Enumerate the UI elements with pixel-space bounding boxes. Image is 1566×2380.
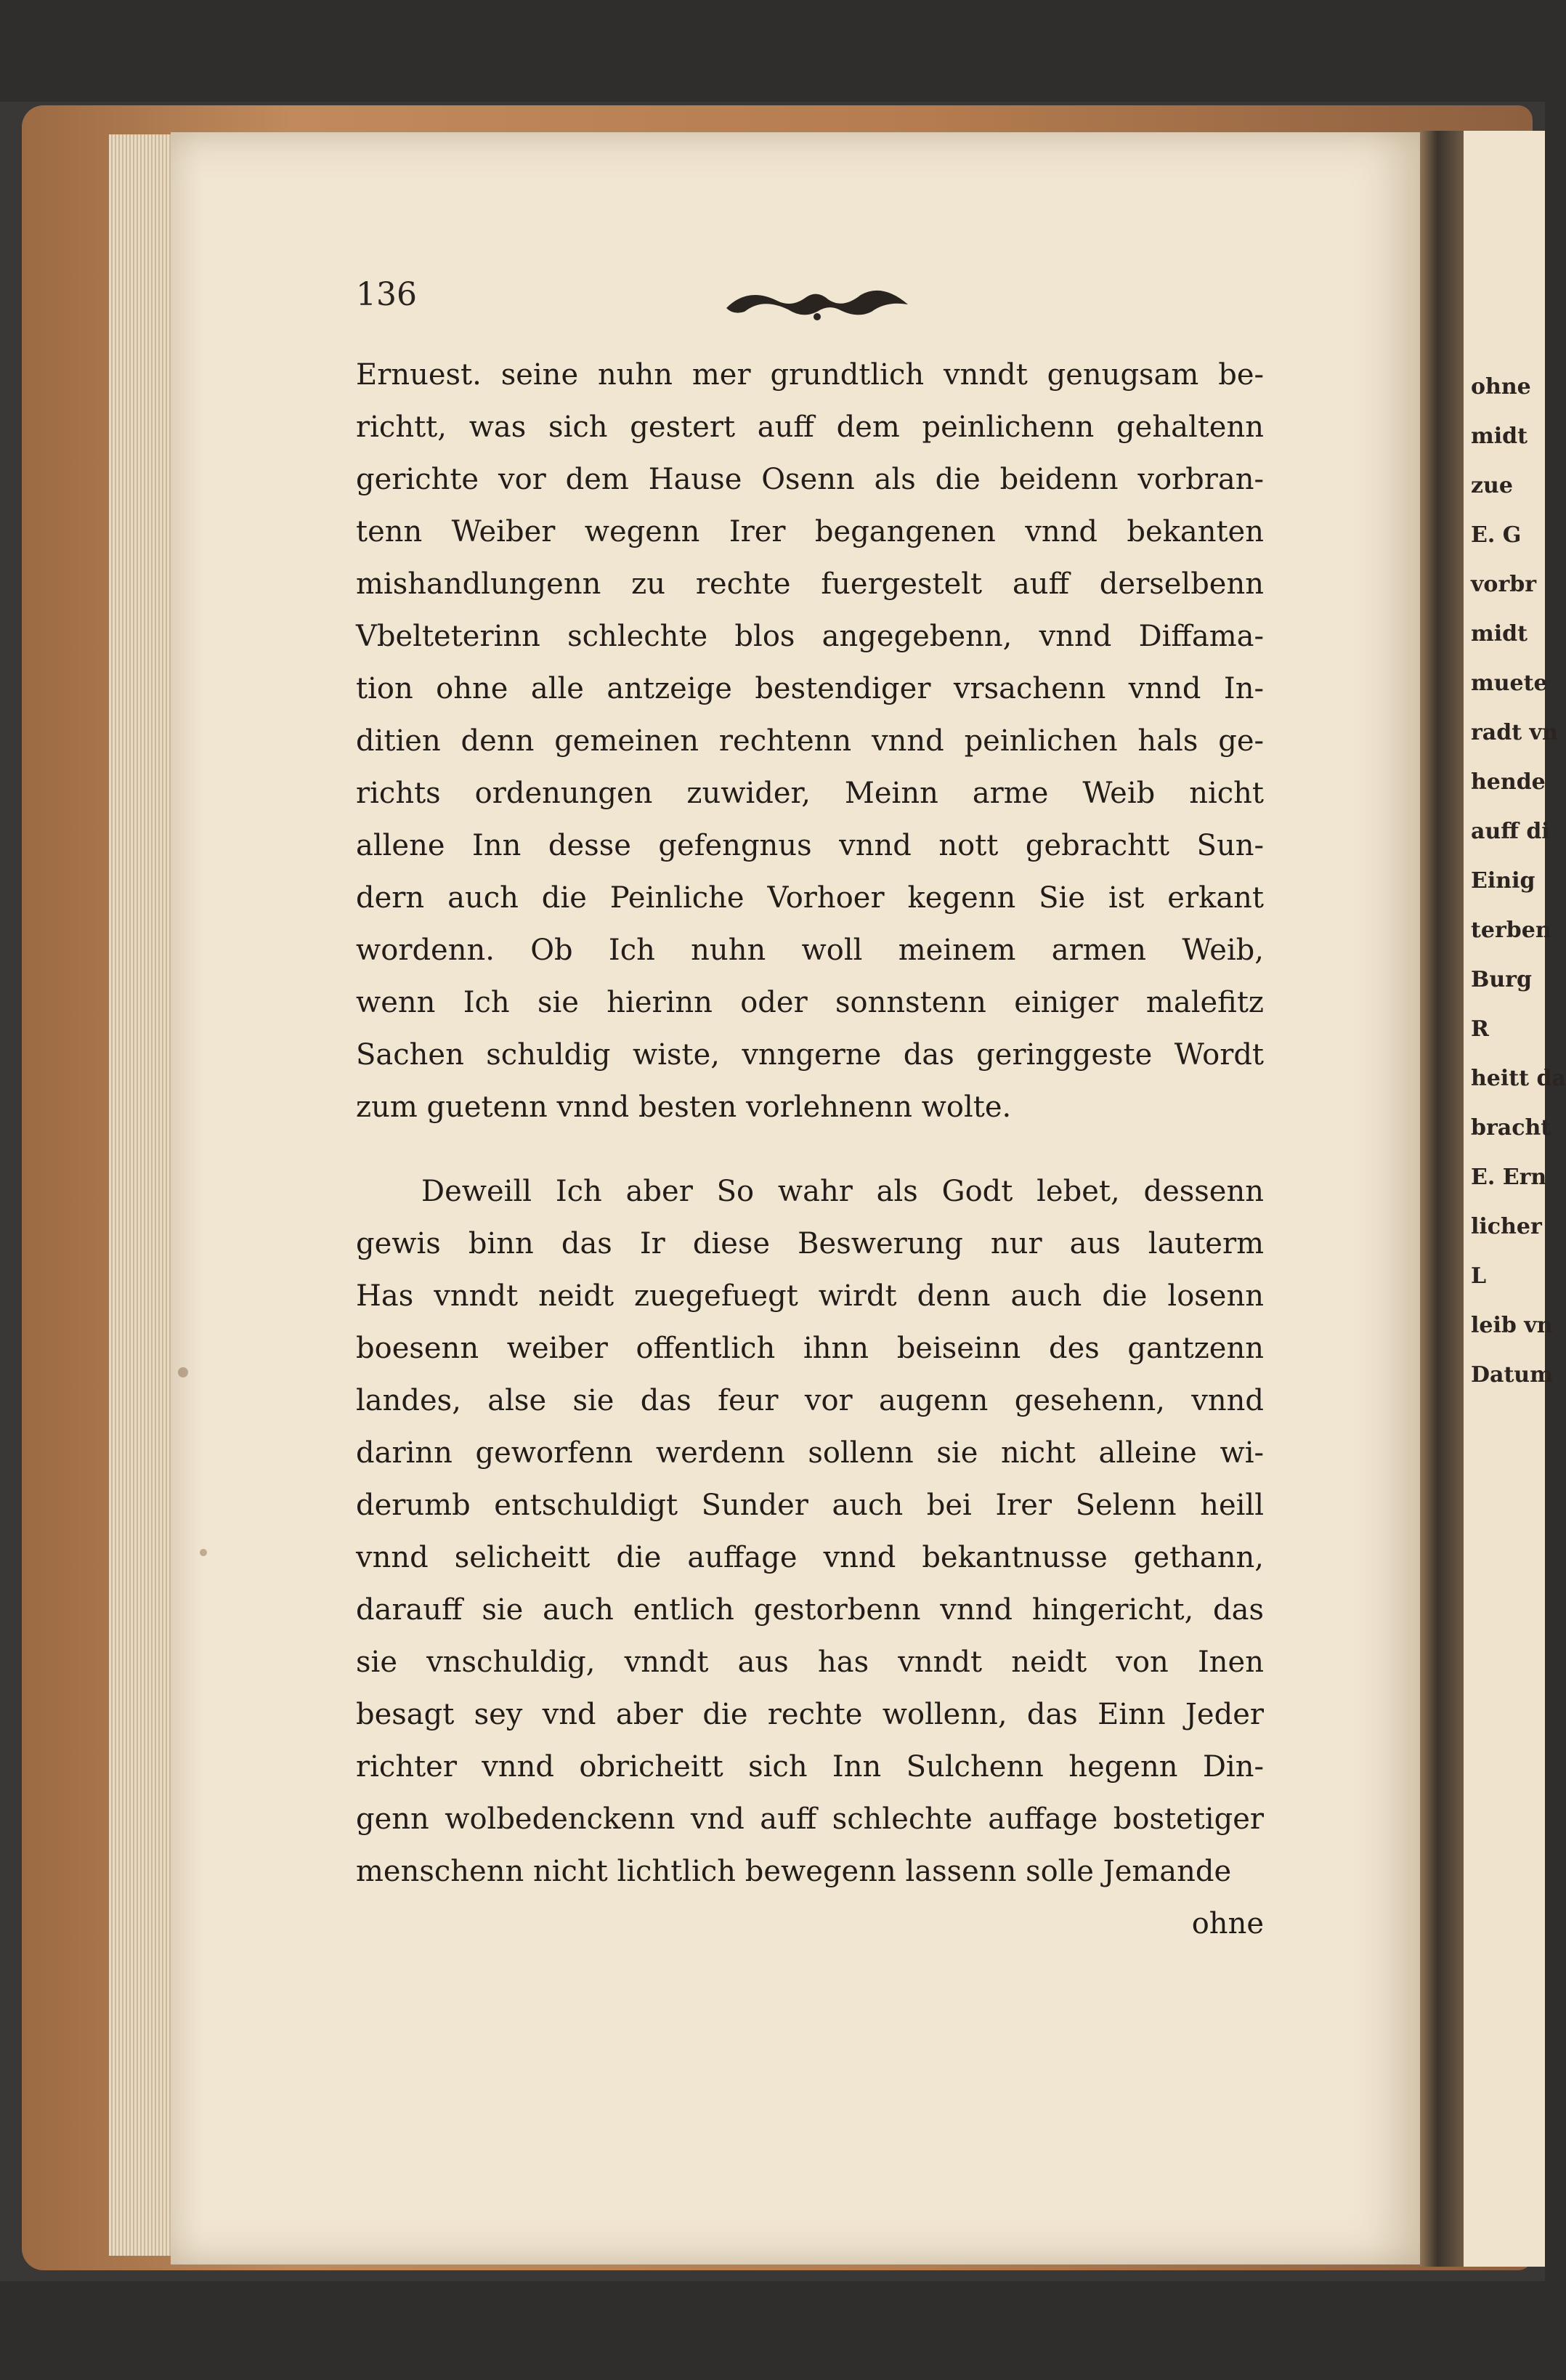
- text-line: mishandlungenn zu rechte fuergestelt auff derselbenn: [356, 567, 1264, 601]
- text-line: darinn geworfenn werdenn sollenn sie nicht alleine wi‑: [356, 1436, 1264, 1470]
- book-gutter: [1420, 131, 1464, 2267]
- text-line: sie vnschuldig, vnndt aus has vnndt neidt von Inen: [356, 1646, 1264, 1679]
- facing-page-fragment: heitt da: [1471, 1066, 1566, 1091]
- text-line: richter vnnd obricheitt sich Inn Sulchenn hegenn Din‑: [356, 1750, 1264, 1784]
- facing-page-fragment: vorbr: [1471, 572, 1537, 597]
- text-line: tenn Weiber wegenn Irer begangenen vnnd bekanten: [356, 515, 1264, 549]
- text-line: menschenn nicht lichtlich bewegenn lassenn solle Jemande: [356, 1855, 1232, 1888]
- facing-page-fragment: L: [1471, 1263, 1487, 1289]
- text-line: tion ohne alle antzeige bestendiger vrsachenn vnnd In‑: [356, 672, 1264, 705]
- facing-page-fragment: R: [1471, 1016, 1489, 1042]
- facing-page-fragment: auff di: [1471, 819, 1550, 844]
- text-line: landes, alse sie das feur vor augenn gesehenn, vnnd: [356, 1384, 1264, 1417]
- text-line: wordenn. Ob Ich nuhn woll meinem armen Weib,: [356, 934, 1264, 967]
- facing-page-fragment: muete: [1471, 671, 1548, 696]
- text-line: richtt, was sich gestert auff dem peinlichenn gehaltenn: [356, 410, 1264, 444]
- text-line: gewis binn das Ir diese Beswerung nur aus lauterm: [356, 1227, 1264, 1260]
- text-line: zum guetenn vnnd besten vorlehnenn wolte.: [356, 1090, 1012, 1124]
- text-line: allene Inn desse gefengnus vnnd nott gebrachtt Sun‑: [356, 829, 1264, 862]
- facing-page-fragment: Datum: [1471, 1362, 1553, 1388]
- right-page-fragment: [1464, 131, 1566, 2267]
- text-line: Ernuest. seine nuhn mer grundtlich vnndt genugsam be‑: [356, 358, 1264, 392]
- text-line: Sachen schuldig wiste, vnngerne das geringgeste Wordt: [356, 1038, 1264, 1072]
- facing-page-fragment: hende: [1471, 769, 1546, 795]
- facing-page-fragment: midt: [1471, 424, 1528, 449]
- text-line: gerichte vor dem Hause Osenn als die beidenn vorbran‑: [356, 463, 1264, 496]
- facing-page-fragment: radt vn: [1471, 720, 1558, 745]
- page-header: [356, 276, 1264, 327]
- facing-page-fragment: terben: [1471, 918, 1551, 943]
- page-number: 136: [356, 276, 417, 313]
- text-line: besagt sey vnd aber die rechte wollenn, das Einn Jeder: [356, 1698, 1264, 1731]
- fleuron-ornament-icon: [719, 279, 915, 323]
- text-line: genn wolbedenckenn vnd auff schlechte auffage bostetiger: [356, 1802, 1264, 1836]
- text-line: boesenn weiber offentlich ihnn beiseinn des gantzenn: [356, 1332, 1264, 1365]
- page-body: [356, 349, 1264, 1950]
- text-line: Deweill Ich aber So wahr als Godt lebet, dessenn: [421, 1175, 1264, 1208]
- page-edges: [109, 134, 174, 2256]
- foxing-spot: [200, 1549, 207, 1556]
- facing-page-fragment: Einig: [1471, 868, 1535, 894]
- text-line: wenn Ich sie hierinn oder sonnstenn einiger malefitz: [356, 986, 1264, 1019]
- facing-page-fragment: E. Ern: [1471, 1165, 1547, 1190]
- facing-page-fragment: licher: [1471, 1214, 1542, 1239]
- text-line: vnnd selicheitt die auffage vnnd bekantnusse gethann,: [356, 1541, 1264, 1574]
- facing-page-fragment: bracht: [1471, 1115, 1551, 1141]
- text-line: derumb entschuldigt Sunder auch bei Irer Selenn heill: [356, 1489, 1264, 1522]
- facing-page-fragment: Burg: [1471, 967, 1532, 992]
- facing-page-fragment: ohne: [1471, 374, 1531, 400]
- text-line: richts ordenungen zuwider, Meinn arme Weib nicht: [356, 777, 1264, 810]
- catchword: ohne: [1191, 1907, 1264, 1940]
- paragraph-gap: [356, 1133, 1264, 1165]
- foxing-spot: [178, 1367, 188, 1377]
- text-line: dern auch die Peinliche Vorhoer kegenn Sie ist erkant: [356, 881, 1264, 915]
- text-line: ditien denn gemeinen rechtenn vnnd peinlichen hals ge‑: [356, 724, 1264, 758]
- facing-page-fragment: midt: [1471, 621, 1528, 647]
- facing-page-fragment: leib vn: [1471, 1313, 1553, 1338]
- text-line: Has vnndt neidt zuegefuegt wirdt denn auch die losenn: [356, 1279, 1264, 1313]
- facing-page-fragment: E. G: [1471, 522, 1522, 548]
- text-line: Vbelteterinn schlechte blos angegebenn, vnnd Diffama‑: [356, 620, 1264, 653]
- facing-page-fragment: zue: [1471, 473, 1513, 498]
- text-line: darauff sie auch entlich gestorbenn vnnd hingericht, das: [356, 1593, 1264, 1627]
